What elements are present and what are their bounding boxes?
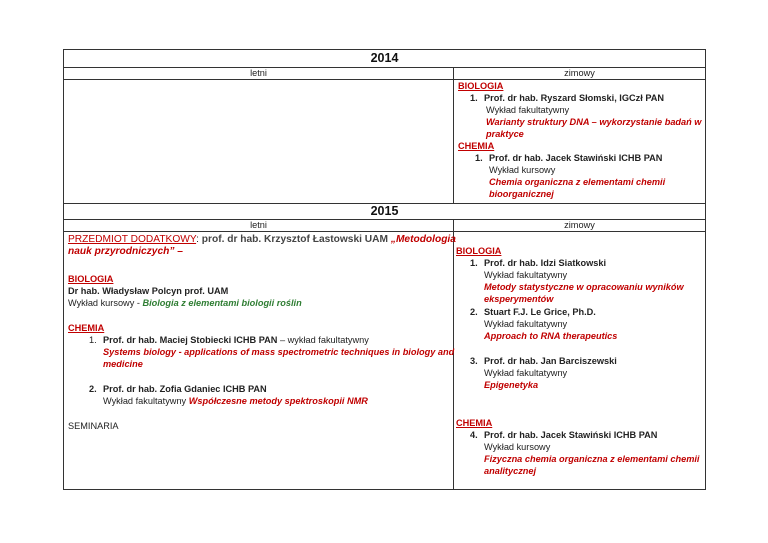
lecture-info: Wykład fakultatywny Współczesne metody spektroskopii NMR (103, 396, 368, 406)
lecturer-name: 1. Prof. dr hab. Jacek Stawiński ICHB PAN (475, 153, 663, 163)
lecture-title: analitycznej (484, 466, 537, 476)
lecturer-name: Dr hab. Władysław Polcyn prof. UAM (68, 286, 229, 296)
lecture-info: Wykład kursowy - Biologia z elementami biologii roślin (68, 298, 302, 308)
extra-subject: PRZEDMIOT DODATKOWY: prof. dr hab. Krzysztof Łastowski UAM „Metodologia (68, 234, 456, 245)
lecture-title: Metody statystyczne w opracowaniu wyników (484, 282, 684, 292)
lecturer-name: 3. Prof. dr hab. Jan Barciszewski (470, 356, 617, 366)
section-biologia: BIOLOGIA (68, 274, 114, 284)
table-border-bottom (63, 489, 706, 490)
table-border-top (63, 49, 706, 50)
lecture-title: Approach to RNA therapeutics (484, 331, 618, 341)
lecture-title: Epigenetyka (484, 380, 539, 390)
lecturer-name: 4. Prof. dr hab. Jacek Stawiński ICHB PAN (470, 430, 658, 440)
col-winter-2015: zimowy (564, 220, 595, 230)
lecture-title: eksperymentów (484, 294, 554, 304)
seminars-label: SEMINARIA (68, 421, 119, 431)
lecture-title: bioorganicznej (489, 189, 554, 199)
lecture-title: Warianty struktury DNA – wykorzystanie badań w (486, 117, 702, 127)
lecturer-name: 1. Prof. dr hab. Ryszard Słomski, IGCzł PAN (470, 93, 665, 103)
table-border-left (63, 49, 64, 490)
section-biologia: BIOLOGIA (458, 81, 504, 91)
lecture-title: Fizyczna chemia organiczna z elementami chemii (484, 454, 700, 464)
lecture-title: medicine (103, 359, 143, 369)
extra-subject-title: nauk przyrodniczych” – (68, 246, 183, 257)
lecture-type: Wykład kursowy (484, 442, 551, 452)
lecture-type: Wykład fakultatywny (484, 319, 568, 329)
year-2015-title: 2015 (370, 204, 399, 218)
col-summer-2015: letni (250, 220, 267, 230)
lecturer-name: 2. Stuart F.J. Le Grice, Ph.D. (470, 307, 596, 317)
lecturer-name: 2. Prof. dr hab. Zofia Gdaniec ICHB PAN (89, 384, 267, 394)
section-chemia: CHEMIA (456, 418, 493, 428)
lecture-type: Wykład fakultatywny (484, 368, 568, 378)
lecturer-name: 1. Prof. dr hab. Maciej Stobiecki ICHB PAN – wykład fakultatywny (89, 335, 369, 345)
lecturer-name: 1. Prof. dr hab. Idzi Siatkowski (470, 258, 607, 268)
section-chemia: CHEMIA (68, 323, 105, 333)
lecture-type: Wykład kursowy (489, 165, 556, 175)
lecture-title: praktyce (486, 129, 524, 139)
lecture-title: Systems biology - applications of mass spectrometric techniques in biology and (103, 347, 455, 357)
section-chemia: CHEMIA (458, 141, 495, 151)
col-winter-2014: zimowy (564, 68, 595, 78)
lecture-type: Wykład fakultatywny (484, 270, 568, 280)
lecture-type: Wykład fakultatywny (486, 105, 570, 115)
lecture-title: Chemia organiczna z elementami chemii (489, 177, 666, 187)
col-summer-2014: letni (250, 68, 267, 78)
table-border-right (705, 49, 706, 490)
year-2014-title: 2014 (370, 51, 399, 65)
section-biologia: BIOLOGIA (456, 246, 502, 256)
column-divider (453, 67, 454, 204)
